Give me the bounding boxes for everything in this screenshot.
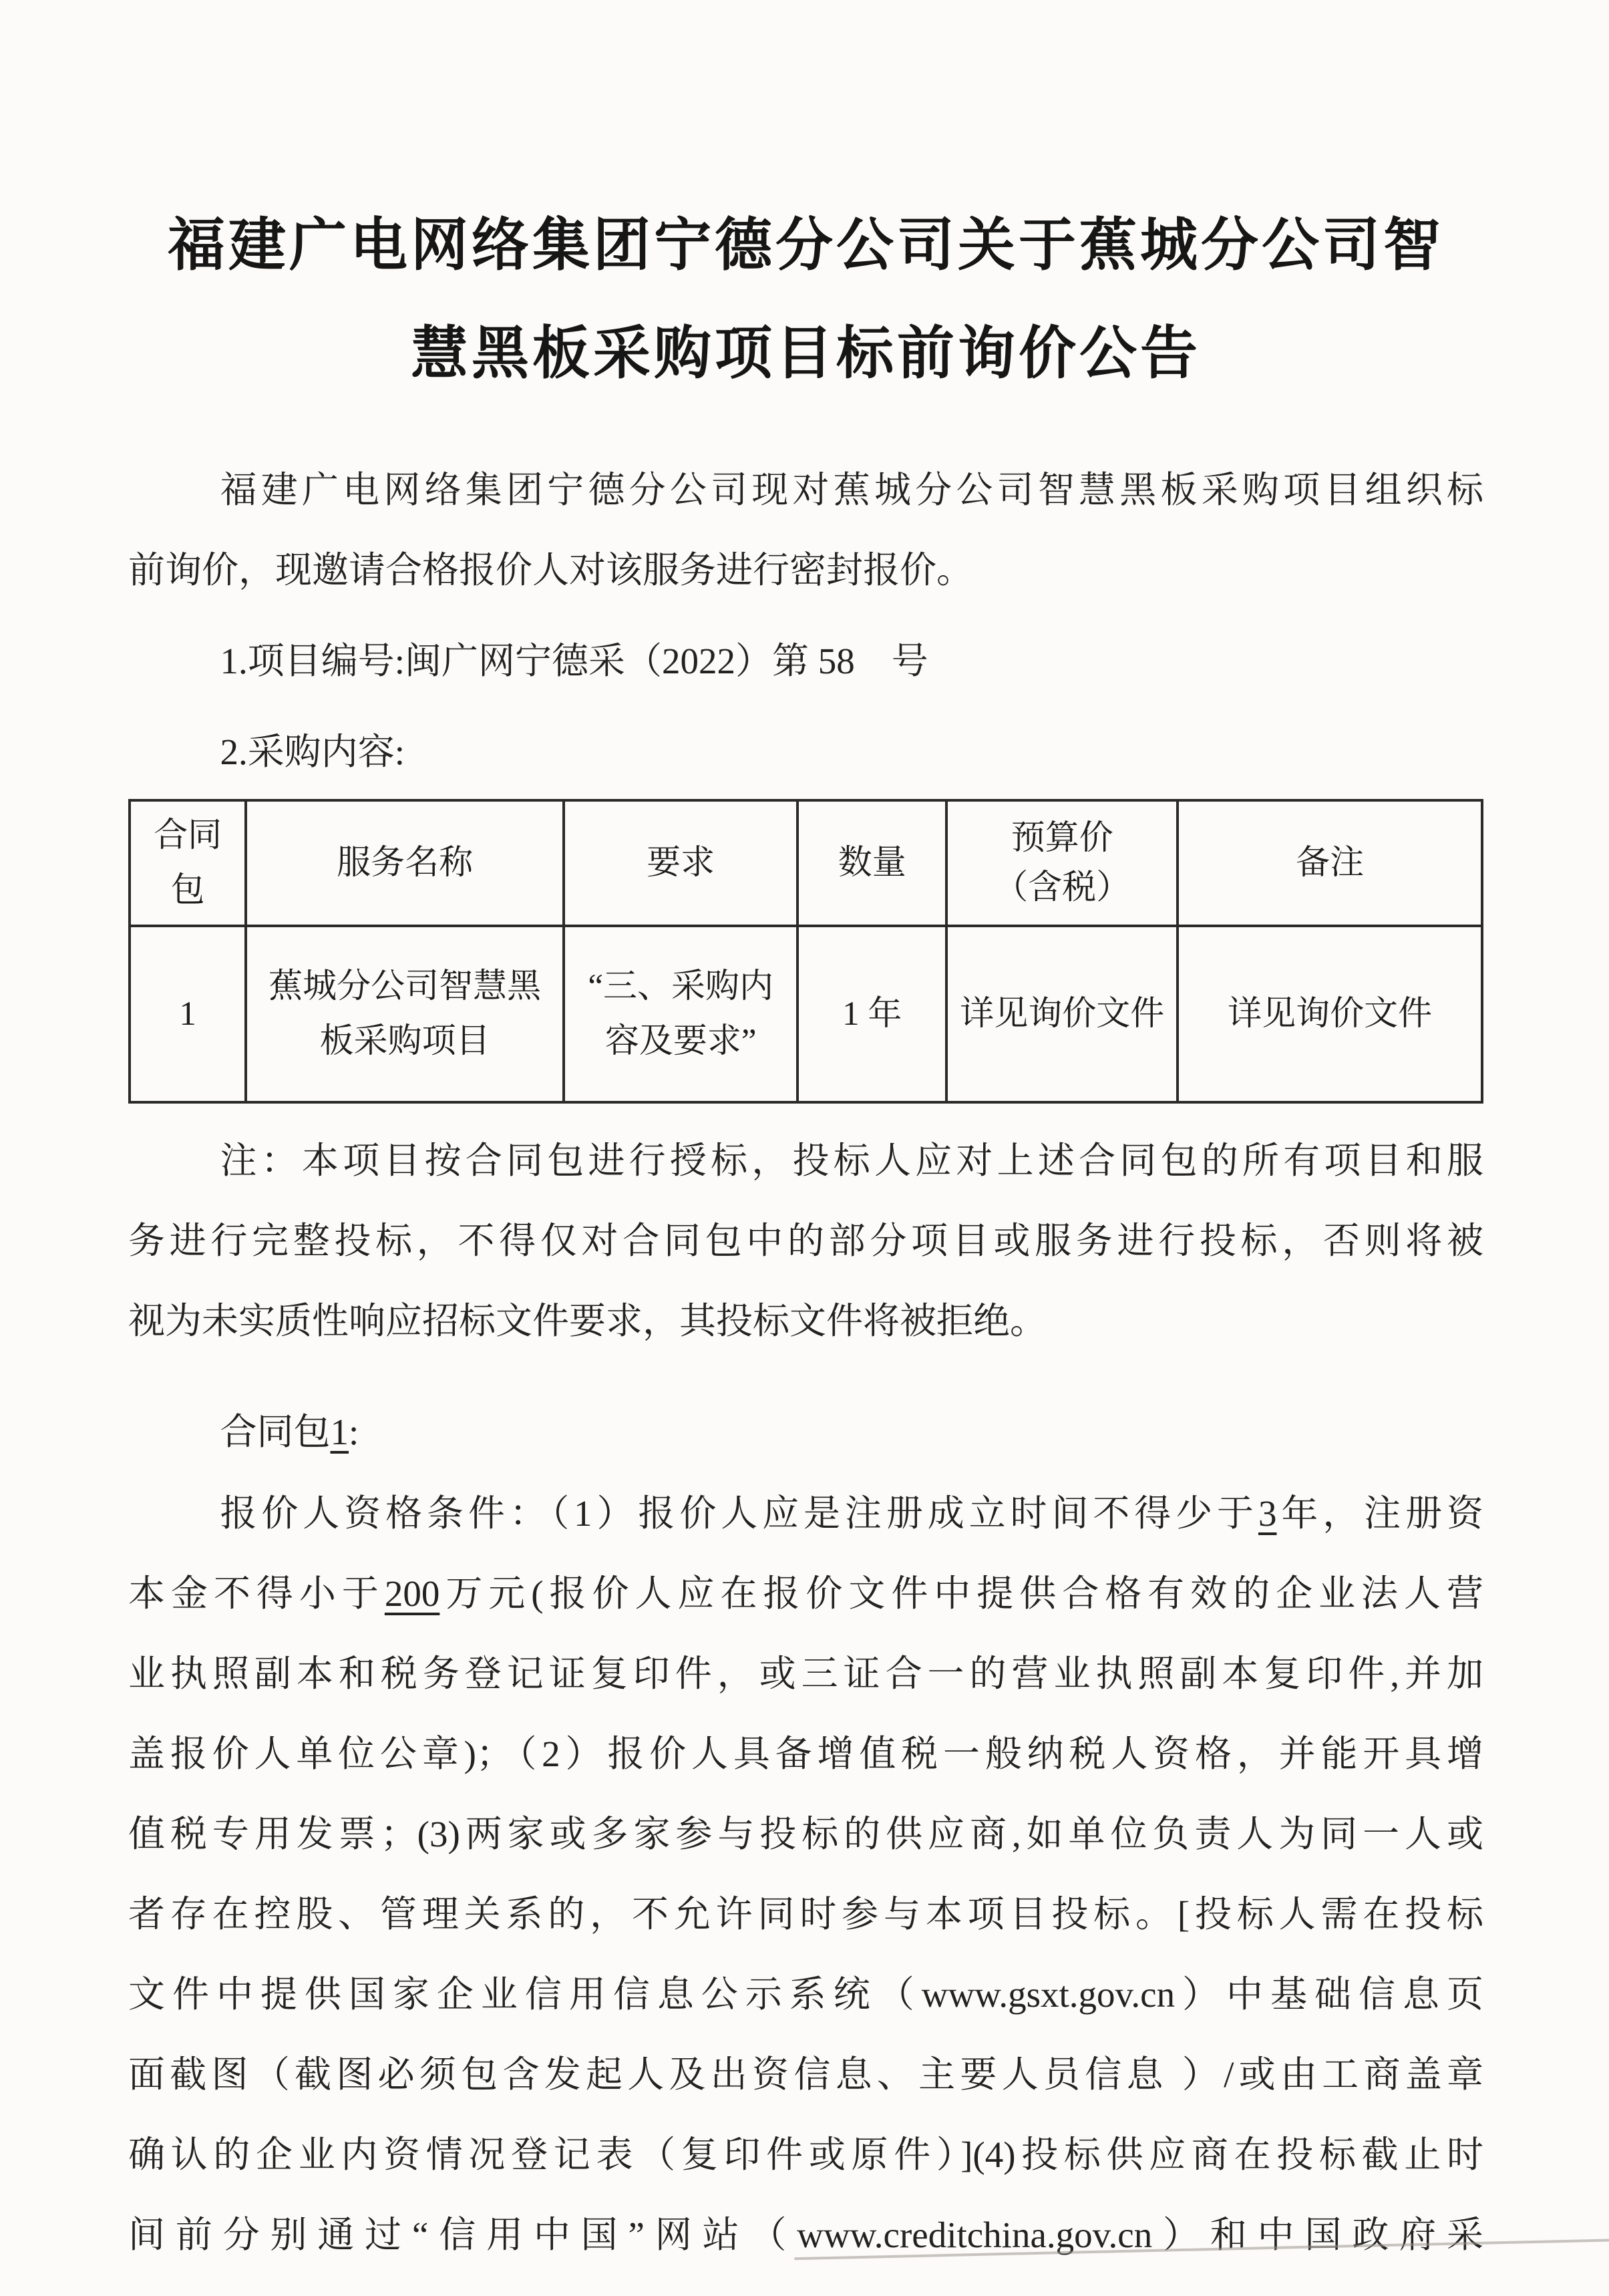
qualification-line-10: 间前分别通过“信用中国”网站（www.creditchina.gov.cn）和中国政府采: [128, 2215, 1483, 2255]
qual-line2-text: 本金不得小于: [128, 1573, 385, 1614]
header-remark: 备注: [1178, 800, 1482, 926]
qual-line1-text: 报价人资格条件：（1）报价人应是注册成立时间不得少于: [220, 1493, 1258, 1534]
qualification-line-3: 业执照副本和税务登记证复印件，或三证合一的营业执照副本复印件,并加: [128, 1653, 1483, 1694]
qualification-line-8: 面截图（截图必须包含发起人及出资信息、主要人员信息 ）/或由工商盖章: [128, 2054, 1483, 2095]
page-title: [128, 191, 1483, 407]
qual-line1-tail: 年，注册资: [1276, 1493, 1483, 1534]
header-requirement: 要求: [564, 800, 797, 926]
note-line-1: 注：本项目按合同包进行授标，投标人应对上述合同包的所有项目和服: [220, 1140, 1483, 1181]
cell-service-name: 蕉城分公司智慧黑板采购项目: [246, 926, 564, 1102]
qualification-line-1: [128, 1474, 1483, 1554]
header-budget-price-line2: （含税）: [994, 869, 1131, 907]
header-service-name: 服务名称: [246, 800, 564, 926]
title-line-1: 福建广电网络集团宁德分公司关于蕉城分公司智: [168, 213, 1444, 277]
header-contract-package: 合同包: [130, 800, 246, 926]
qualification-line-7: 文件中提供国家企业信用信息公示系统（www.gsxt.gov.cn）中基础信息页: [128, 1974, 1483, 2015]
qualification-line-5: 值税专用发票；(3)两家或多家参与投标的供应商,如单位负责人为同一人或: [128, 1814, 1483, 1854]
intro-paragraph: [128, 450, 1483, 611]
cell-quantity: 1 年: [797, 926, 946, 1102]
note-line-2: 务进行完整投标，不得仅对合同包中的部分项目或服务进行投标，否则将被: [128, 1220, 1483, 1261]
table-header-row: [130, 800, 1482, 926]
header-quantity: 数量: [797, 800, 946, 926]
cell-contract-package: 1: [130, 926, 246, 1102]
cell-budget-price: 详见询价文件: [946, 926, 1178, 1102]
cell-remark: 详见询价文件: [1178, 926, 1482, 1102]
qualification-line-4: 盖报价人单位公章)；（2）报价人具备增值税一般纳税人资格，并能开具增: [128, 1734, 1483, 1774]
qualification-paragraph: [128, 1474, 1483, 2275]
qual-years-underlined: 3: [1258, 1493, 1277, 1534]
intro-line-2: 前询价，现邀请合格报价人对该服务进行密封报价。: [128, 550, 974, 591]
package-number: 1: [330, 1412, 349, 1452]
header-budget-price: [946, 800, 1178, 926]
qual-line2-tail: 万元(报价人应在报价文件中提供合格有效的企业法人营: [439, 1573, 1483, 1614]
qualification-line-2: [128, 1554, 1483, 1634]
procurement-content-heading: 2.采购内容:: [220, 731, 405, 772]
qual-capital-underlined: 200: [384, 1573, 440, 1614]
header-budget-price-line1: 预算价: [1011, 820, 1113, 857]
procurement-table: [128, 799, 1483, 1104]
table-row: [130, 926, 1482, 1102]
cell-requirement: “三、采购内容及要求”: [564, 926, 797, 1102]
note-paragraph: [128, 1121, 1483, 1361]
intro-line-1: 福建广电网络集团宁德分公司现对蕉城分公司智慧黑板采购项目组织标: [220, 470, 1483, 510]
title-line-2: 慧黑板采购项目标前询价公告: [411, 321, 1201, 385]
project-number-line: 1.项目编号:闽广网宁德采（2022）第 58 号: [220, 641, 928, 681]
package-label: 合同包: [220, 1412, 331, 1452]
package-colon: :: [349, 1412, 359, 1452]
note-line-3: 视为未实质性响应招标文件要求，其投标文件将被拒绝。: [128, 1301, 1047, 1341]
qualification-line-9: 确认的企业内资情况登记表（复印件或原件）](4)投标供应商在投标截止时: [128, 2134, 1483, 2175]
package-heading: [128, 1392, 1483, 1472]
qualification-line-6: 者存在控股、管理关系的，不允许同时参与本项目投标。[投标人需在投标: [128, 1894, 1483, 1935]
